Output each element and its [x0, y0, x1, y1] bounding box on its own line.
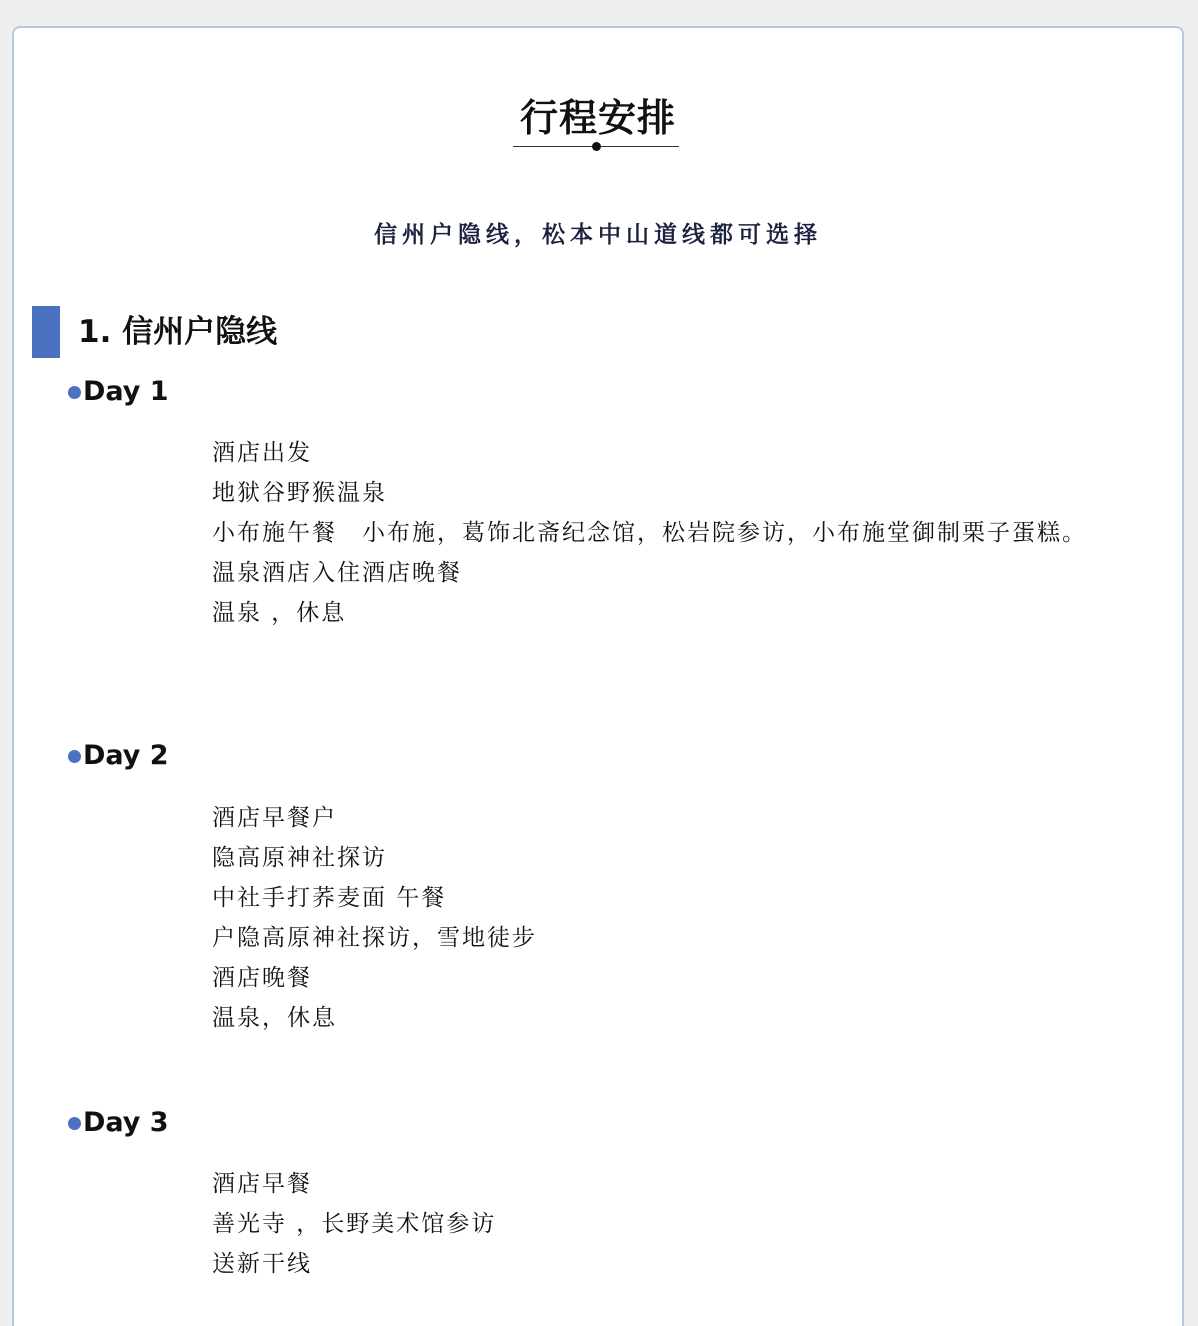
- section-title: 1. 信州户隐线: [78, 314, 278, 350]
- day-2-header: [68, 738, 169, 774]
- list-item: 温泉 ，休息: [212, 600, 347, 626]
- list-item: 温泉，休息: [212, 1005, 337, 1031]
- list-item: 中社手打荞麦面 午餐: [212, 885, 447, 911]
- day-label: Day 3: [83, 1107, 169, 1138]
- page-title: 行程安排: [519, 96, 676, 140]
- list-item: 小布施午餐 小布施，葛饰北斋纪念馆，松岩院参访，小布施堂御制栗子蛋糕。: [212, 520, 1087, 546]
- list-item: 酒店晚餐: [212, 965, 312, 991]
- day-1-header: [68, 374, 169, 410]
- bullet-dot-icon: [68, 750, 81, 763]
- day-label: Day 2: [83, 740, 169, 771]
- list-item: 酒店早餐: [212, 1171, 312, 1197]
- day-3-header: [68, 1105, 169, 1141]
- bullet-dot-icon: [68, 386, 81, 399]
- list-item: 酒店出发: [212, 440, 312, 466]
- title-underline-dot: [592, 142, 601, 151]
- day-label: Day 1: [83, 376, 169, 407]
- list-item: 送新干线: [212, 1251, 312, 1277]
- day-1-item-list: [212, 433, 1142, 633]
- list-item: 户隐高原神社探访，雪地徒步: [212, 925, 537, 951]
- list-item: 酒店早餐户: [212, 805, 337, 831]
- bullet-dot-icon: [68, 1117, 81, 1130]
- list-item: 地狱谷野猴温泉: [212, 480, 387, 506]
- list-item: 善光寺 ，长野美术馆参访: [212, 1211, 497, 1237]
- day-2-item-list: [212, 798, 1142, 1038]
- section-accent-bar: [32, 306, 60, 358]
- list-item: 隐高原神社探访: [212, 845, 387, 871]
- page-subtitle: 信州户隐线，松本中山道线都可选择: [374, 222, 822, 248]
- list-item: 温泉酒店入住酒店晚餐: [212, 560, 462, 586]
- itinerary-card: [12, 26, 1184, 1326]
- day-3-item-list: [212, 1164, 1142, 1284]
